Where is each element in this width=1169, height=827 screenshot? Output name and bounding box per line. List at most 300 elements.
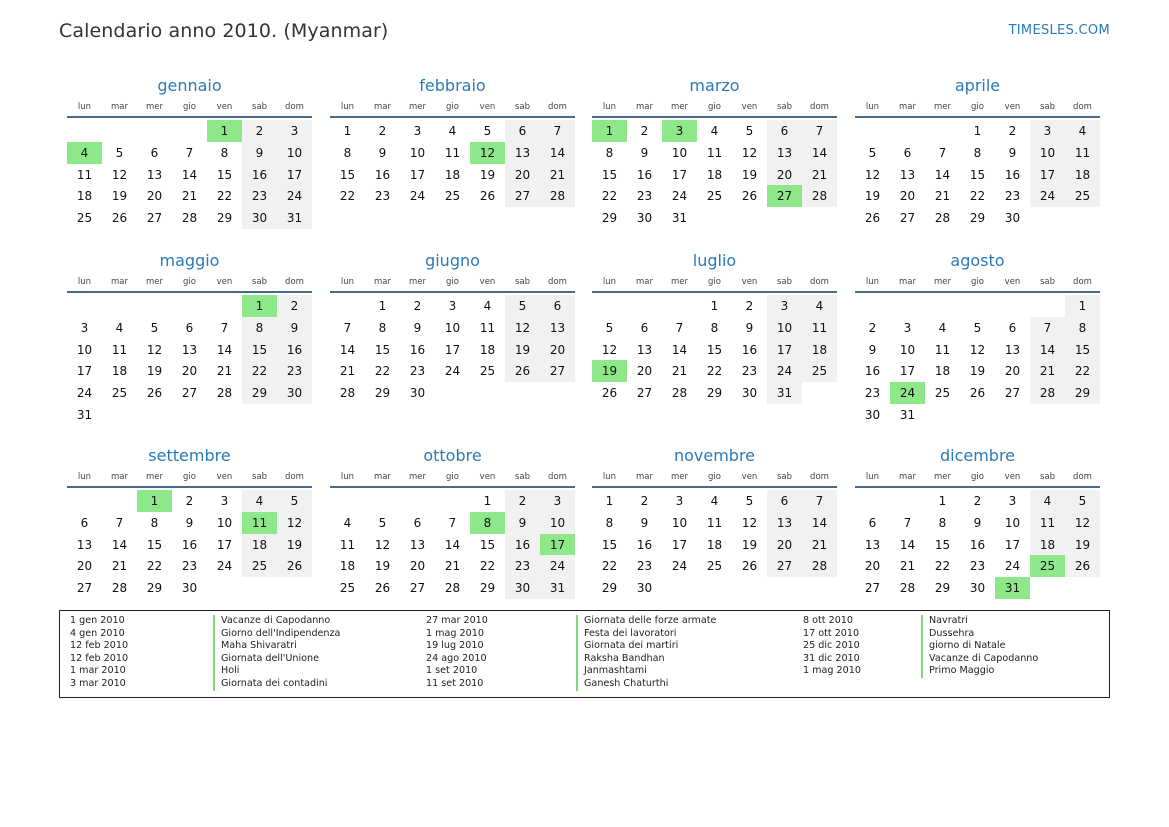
holiday-day-cell: 19 <box>592 360 627 382</box>
legend-date: 11 set 2010 <box>426 677 484 689</box>
day-cell: 4 <box>802 295 837 317</box>
day-cell: 11 <box>111 342 128 357</box>
day-cell: 22 <box>374 364 391 379</box>
day-cell: 2 <box>185 494 194 508</box>
day-cell: 16 <box>409 342 426 357</box>
holiday-day-cell: 1 <box>592 120 627 142</box>
day-cell: 31 <box>767 382 802 404</box>
day-cell: 30 <box>969 581 986 596</box>
day-cell: 3 <box>675 494 684 508</box>
month-name: febbraio <box>419 76 486 95</box>
day-cell: 1 <box>605 494 614 508</box>
day-cell: 4 <box>115 320 124 335</box>
weekday-label: mer <box>145 102 163 112</box>
day-cell: 6 <box>540 295 575 317</box>
weekday-label: lun <box>865 102 880 112</box>
day-cell: 24 <box>540 555 575 577</box>
day-cell: 18 <box>934 364 951 379</box>
day-cell: 12 <box>146 342 163 357</box>
day-cell: 26 <box>505 360 540 382</box>
day-cell: 4 <box>710 124 719 138</box>
day-cell: 4 <box>242 490 277 512</box>
day-cell: 27 <box>767 555 802 577</box>
legend-names-column <box>213 615 340 691</box>
holiday-day-cell: 1 <box>242 295 277 317</box>
weekday-header <box>592 98 837 118</box>
weekday-label: gio <box>708 472 721 482</box>
day-cell: 11 <box>706 515 723 530</box>
weekday-label: mer <box>408 102 426 112</box>
day-cell: 24 <box>1004 559 1021 574</box>
day-cell: 13 <box>540 317 575 339</box>
day-cell: 29 <box>146 581 163 596</box>
day-cell: 19 <box>146 364 163 379</box>
holiday-legend <box>59 610 1110 698</box>
day-cell: 24 <box>216 559 233 574</box>
day-cell: 1 <box>973 124 982 138</box>
day-cell: 6 <box>80 515 89 530</box>
legend-holiday-name: Giornata dei contadini <box>213 678 340 691</box>
weekday-label: mar <box>636 472 653 482</box>
weekday-label: ven <box>741 277 758 287</box>
day-cell: 21 <box>802 534 837 556</box>
day-cell: 24 <box>444 364 461 379</box>
day-cell: 7 <box>903 515 912 530</box>
day-cell: 17 <box>409 167 426 182</box>
day-cell: 1 <box>710 299 719 313</box>
day-cell: 8 <box>378 320 387 335</box>
day-cell: 31 <box>899 408 916 422</box>
day-cell: 3 <box>80 320 89 335</box>
weekday-header <box>67 468 312 488</box>
weekday-header <box>330 98 575 118</box>
day-cell: 25 <box>479 364 496 379</box>
month-aprile <box>855 75 1100 226</box>
day-cell: 26 <box>969 386 986 401</box>
day-cell: 2 <box>413 299 422 313</box>
legend-holiday-name: Raksha Bandhan <box>576 653 716 666</box>
day-cell: 5 <box>277 490 312 512</box>
day-cell: 12 <box>741 515 758 530</box>
day-cell: 28 <box>181 211 198 226</box>
day-cell: 7 <box>1030 317 1065 339</box>
month-settembre <box>67 445 312 596</box>
day-cell: 7 <box>802 490 837 512</box>
weekday-label: gio <box>971 472 984 482</box>
day-cell: 10 <box>277 142 312 164</box>
day-cell: 28 <box>802 555 837 577</box>
day-cell: 22 <box>339 189 356 204</box>
day-cell: 9 <box>868 342 877 357</box>
holiday-day-cell: 24 <box>890 382 925 404</box>
day-cell: 18 <box>1030 534 1065 556</box>
page-title: Calendario anno 2010. (Myanmar) <box>59 20 389 42</box>
day-cell: 18 <box>111 364 128 379</box>
day-cell: 1 <box>343 124 352 138</box>
day-cell: 16 <box>242 164 277 186</box>
day-cell: 18 <box>339 559 356 574</box>
day-cell: 27 <box>636 386 653 401</box>
weekday-label: mar <box>636 102 653 112</box>
day-cell: 28 <box>802 185 837 207</box>
day-cell: 29 <box>374 386 391 401</box>
weekday-label: mer <box>933 277 951 287</box>
day-cell: 6 <box>640 320 649 335</box>
day-cell: 22 <box>479 559 496 574</box>
legend-date: 31 dic 2010 <box>803 652 860 664</box>
weekday-label: dom <box>1073 102 1092 112</box>
day-cell: 12 <box>1065 512 1100 534</box>
holiday-day-cell: 3 <box>662 120 697 142</box>
holiday-day-cell: 17 <box>540 534 575 556</box>
day-cell: 3 <box>903 320 912 335</box>
weekday-label: sab <box>514 102 531 112</box>
weekday-header <box>67 98 312 118</box>
weekday-header <box>330 468 575 488</box>
day-cell: 15 <box>601 537 618 552</box>
day-cell: 21 <box>671 364 688 379</box>
day-cell: 28 <box>216 386 233 401</box>
legend-date: 19 lug 2010 <box>426 640 484 652</box>
day-cell: 13 <box>1004 342 1021 357</box>
weekday-label: lun <box>340 472 355 482</box>
day-cell: 17 <box>1004 537 1021 552</box>
day-cell: 1 <box>1065 295 1100 317</box>
day-cell: 28 <box>1030 382 1065 404</box>
weekday-label: dom <box>810 277 829 287</box>
weekday-label: sab <box>514 472 531 482</box>
day-cell: 17 <box>1030 164 1065 186</box>
day-cell: 25 <box>706 189 723 204</box>
day-cell: 10 <box>76 342 93 357</box>
day-cell: 19 <box>479 167 496 182</box>
day-cell: 3 <box>540 490 575 512</box>
day-cell: 10 <box>1004 515 1021 530</box>
day-cell: 30 <box>505 577 540 599</box>
day-cell: 12 <box>864 167 881 182</box>
holiday-day-cell: 27 <box>767 185 802 207</box>
day-cell: 14 <box>216 342 233 357</box>
legend-dates-column <box>803 615 861 678</box>
day-cell: 24 <box>767 360 802 382</box>
day-cell: 16 <box>969 537 986 552</box>
day-cell: 25 <box>706 559 723 574</box>
day-cell: 9 <box>242 142 277 164</box>
day-cell: 7 <box>343 320 352 335</box>
weekday-label: lun <box>602 472 617 482</box>
day-cell: 6 <box>150 145 159 160</box>
weekday-label: dom <box>285 102 304 112</box>
legend-holiday-name: Janmashtami <box>576 665 716 678</box>
day-cell: 10 <box>899 342 916 357</box>
day-cell: 23 <box>636 189 653 204</box>
day-cell: 4 <box>1030 490 1065 512</box>
day-cell: 13 <box>146 167 163 182</box>
month-name: agosto <box>950 251 1005 270</box>
weekday-label: sab <box>251 277 268 287</box>
day-cell: 29 <box>601 211 618 226</box>
weekday-label: mer <box>408 472 426 482</box>
day-cell: 30 <box>864 408 881 422</box>
day-cell: 16 <box>505 534 540 556</box>
day-cell: 4 <box>448 124 457 138</box>
day-cell: 26 <box>146 386 163 401</box>
weekday-label: mar <box>111 102 128 112</box>
day-cell: 23 <box>864 386 881 401</box>
day-cell: 29 <box>479 581 496 596</box>
legend-holiday-name: Holi <box>213 665 340 678</box>
day-cell: 28 <box>111 581 128 596</box>
day-cell: 24 <box>76 386 93 401</box>
weekday-label: gio <box>971 277 984 287</box>
day-cell: 2 <box>277 295 312 317</box>
legend-dates-column <box>70 615 128 691</box>
day-cell: 9 <box>640 515 649 530</box>
day-cell: 26 <box>277 555 312 577</box>
day-cell: 16 <box>1004 167 1021 182</box>
day-cell: 27 <box>540 360 575 382</box>
weekday-label: ven <box>216 277 233 287</box>
day-cell: 7 <box>675 320 684 335</box>
day-cell: 20 <box>636 364 653 379</box>
day-cell: 2 <box>242 120 277 142</box>
day-cell: 29 <box>969 211 986 226</box>
month-name: gennaio <box>157 76 222 95</box>
day-cell: 8 <box>220 145 229 160</box>
weekday-label: mer <box>670 277 688 287</box>
day-cell: 9 <box>973 515 982 530</box>
weekday-label: gio <box>971 102 984 112</box>
month-ottobre <box>330 445 575 596</box>
day-cell: 6 <box>185 320 194 335</box>
weekday-label: mar <box>636 277 653 287</box>
weekday-label: sab <box>251 472 268 482</box>
day-cell: 25 <box>802 360 837 382</box>
day-cell: 15 <box>242 339 277 361</box>
day-cell: 12 <box>374 537 391 552</box>
weekday-label: dom <box>1073 277 1092 287</box>
day-cell: 12 <box>277 512 312 534</box>
weekday-label: dom <box>285 277 304 287</box>
weekday-label: mar <box>111 277 128 287</box>
weekday-label: ven <box>479 102 496 112</box>
weekday-label: ven <box>1004 472 1021 482</box>
day-cell: 6 <box>413 515 422 530</box>
weekday-label: mer <box>933 102 951 112</box>
day-cell: 31 <box>76 408 93 422</box>
month-name: giugno <box>425 251 480 270</box>
day-cell: 2 <box>973 494 982 508</box>
holiday-day-cell: 1 <box>137 490 172 512</box>
day-cell: 8 <box>938 515 947 530</box>
day-cell: 20 <box>899 189 916 204</box>
month-febbraio <box>330 75 575 204</box>
day-cell: 10 <box>1030 142 1065 164</box>
site-link[interactable]: TIMESLES.COM <box>1008 23 1110 38</box>
day-cell: 11 <box>339 537 356 552</box>
day-cell: 7 <box>115 515 124 530</box>
day-cell: 29 <box>1065 382 1100 404</box>
day-cell: 10 <box>216 515 233 530</box>
day-cell: 23 <box>409 364 426 379</box>
day-cell: 17 <box>767 339 802 361</box>
day-cell: 29 <box>706 386 723 401</box>
day-cell: 30 <box>181 581 198 596</box>
day-cell: 23 <box>636 559 653 574</box>
day-cell: 29 <box>934 581 951 596</box>
legend-date: 12 feb 2010 <box>70 640 129 652</box>
day-cell: 25 <box>444 189 461 204</box>
day-cell: 16 <box>374 167 391 182</box>
day-cell: 20 <box>146 189 163 204</box>
day-cell: 13 <box>636 342 653 357</box>
day-cell: 28 <box>540 185 575 207</box>
day-cell: 29 <box>601 581 618 596</box>
day-cell: 8 <box>242 317 277 339</box>
legend-date: 25 dic 2010 <box>803 640 860 652</box>
day-cell: 14 <box>540 142 575 164</box>
day-cell: 9 <box>378 145 387 160</box>
weekday-label: sab <box>776 102 793 112</box>
day-cell: 23 <box>277 360 312 382</box>
month-name: ottobre <box>423 446 482 465</box>
day-cell: 15 <box>146 537 163 552</box>
weekday-label: ven <box>741 102 758 112</box>
day-cell: 14 <box>802 512 837 534</box>
day-cell: 25 <box>76 211 93 226</box>
day-cell: 18 <box>479 342 496 357</box>
day-cell: 19 <box>111 189 128 204</box>
day-cell: 18 <box>802 339 837 361</box>
day-cell: 27 <box>409 581 426 596</box>
day-cell: 20 <box>540 339 575 361</box>
weekday-header <box>855 98 1100 118</box>
weekday-label: ven <box>479 277 496 287</box>
weekday-label: mar <box>374 102 391 112</box>
weekday-header <box>330 273 575 293</box>
day-cell: 20 <box>76 559 93 574</box>
day-cell: 5 <box>150 320 159 335</box>
holiday-day-cell: 4 <box>67 142 102 164</box>
weekday-label: lun <box>77 277 92 287</box>
day-cell: 19 <box>374 559 391 574</box>
month-name: maggio <box>159 251 220 270</box>
day-cell: 9 <box>505 512 540 534</box>
day-cell: 20 <box>409 559 426 574</box>
day-cell: 28 <box>444 581 461 596</box>
day-cell: 27 <box>505 185 540 207</box>
day-cell: 15 <box>339 167 356 182</box>
day-cell: 16 <box>277 339 312 361</box>
holiday-day-cell: 1 <box>207 120 242 142</box>
day-cell: 5 <box>505 295 540 317</box>
day-cell: 2 <box>745 299 754 313</box>
day-cell: 22 <box>216 189 233 204</box>
day-cell: 25 <box>242 555 277 577</box>
day-cell: 7 <box>185 145 194 160</box>
weekday-header <box>592 468 837 488</box>
day-cell: 5 <box>973 320 982 335</box>
legend-holiday-name: Vacanze di Capodanno <box>921 653 1038 666</box>
day-cell: 8 <box>973 145 982 160</box>
day-cell: 12 <box>601 342 618 357</box>
day-cell: 16 <box>741 342 758 357</box>
day-cell: 11 <box>444 145 461 160</box>
day-cell: 5 <box>1065 490 1100 512</box>
weekday-label: dom <box>548 102 567 112</box>
day-cell: 17 <box>216 537 233 552</box>
day-cell: 24 <box>671 189 688 204</box>
day-cell: 19 <box>969 364 986 379</box>
day-cell: 2 <box>640 494 649 508</box>
month-giugno <box>330 250 575 401</box>
day-cell: 30 <box>242 207 277 229</box>
month-name: aprile <box>954 76 1001 95</box>
weekday-label: dom <box>810 102 829 112</box>
day-cell: 2 <box>640 124 649 138</box>
day-cell: 14 <box>181 167 198 182</box>
day-cell: 28 <box>934 211 951 226</box>
day-cell: 30 <box>1004 211 1021 226</box>
day-cell: 13 <box>864 537 881 552</box>
day-cell: 3 <box>277 120 312 142</box>
day-cell: 22 <box>601 559 618 574</box>
day-cell: 13 <box>767 142 802 164</box>
day-cell: 1 <box>378 299 387 313</box>
day-cell: 11 <box>76 167 93 182</box>
day-cell: 28 <box>671 386 688 401</box>
day-cell: 14 <box>339 342 356 357</box>
day-cell: 10 <box>444 320 461 335</box>
day-cell: 13 <box>899 167 916 182</box>
day-cell: 5 <box>745 124 754 138</box>
weekday-label: mer <box>933 472 951 482</box>
day-cell: 5 <box>483 124 492 138</box>
legend-date: 1 set 2010 <box>426 665 478 677</box>
day-cell: 21 <box>899 559 916 574</box>
day-cell: 1 <box>483 494 492 508</box>
day-cell: 18 <box>242 534 277 556</box>
legend-date: 1 mag 2010 <box>426 627 484 639</box>
weekday-label: gio <box>183 277 196 287</box>
day-cell: 1 <box>938 494 947 508</box>
weekday-label: gio <box>446 472 459 482</box>
weekday-label: sab <box>1039 277 1056 287</box>
day-cell: 14 <box>671 342 688 357</box>
day-cell: 2 <box>505 490 540 512</box>
day-cell: 13 <box>181 342 198 357</box>
legend-holiday-name: Vacanze di Capodanno <box>213 615 340 628</box>
day-cell: 18 <box>706 167 723 182</box>
day-cell: 12 <box>741 145 758 160</box>
holiday-day-cell: 12 <box>470 142 505 164</box>
day-cell: 17 <box>671 537 688 552</box>
day-cell: 9 <box>413 320 422 335</box>
day-cell: 26 <box>479 189 496 204</box>
day-cell: 15 <box>969 167 986 182</box>
legend-date: 24 ago 2010 <box>426 652 487 664</box>
day-cell: 22 <box>601 189 618 204</box>
day-cell: 11 <box>706 145 723 160</box>
weekday-header <box>67 273 312 293</box>
weekday-label: ven <box>1004 102 1021 112</box>
month-name: settembre <box>148 446 231 465</box>
day-cell: 5 <box>605 320 614 335</box>
day-cell: 11 <box>802 317 837 339</box>
day-cell: 20 <box>767 164 802 186</box>
day-cell: 6 <box>1008 320 1017 335</box>
day-cell: 4 <box>343 515 352 530</box>
